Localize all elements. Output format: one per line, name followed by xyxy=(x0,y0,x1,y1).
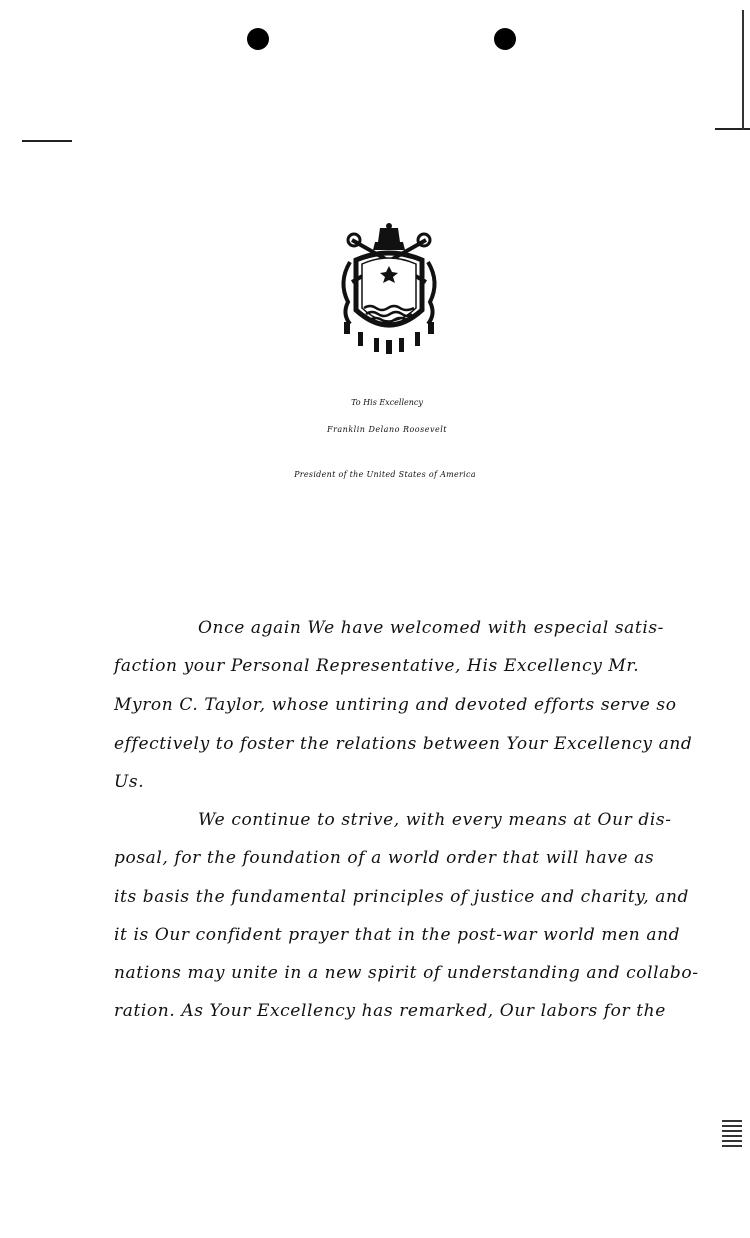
paragraph-1-line-2: faction your Personal Representative, His Excellency Mr. xyxy=(114,656,640,676)
paragraph-2-line-1: We continue to strive, with every means at Our dis- xyxy=(198,810,672,830)
scan-edge-mark xyxy=(742,10,744,130)
paragraph-2-line-2: posal, for the foundation of a world order that will have as xyxy=(114,848,655,868)
punch-hole-left xyxy=(247,28,269,50)
scan-edge-mark xyxy=(22,140,72,142)
salutation: To His Excellency xyxy=(351,398,423,407)
paragraph-1-line-3: Myron C. Taylor, whose untiring and devoted efforts serve so xyxy=(114,695,677,715)
paragraph-2-line-3: its basis the fundamental principles of justice and charity, and xyxy=(114,887,689,907)
paragraph-1-line-5: Us. xyxy=(114,772,145,792)
punch-hole-right xyxy=(494,28,516,50)
paragraph-2-line-6: ration. As Your Excellency has remarked, Our labors for the xyxy=(114,1001,666,1021)
paragraph-2-line-4: it is Our confident prayer that in the post-war world men and xyxy=(114,925,681,945)
papal-coat-of-arms-emblem xyxy=(330,222,448,356)
addressee-name: Franklin Delano Roosevelt xyxy=(327,425,447,434)
paragraph-1-line-1: Once again We have welcomed with especial satis- xyxy=(198,618,665,638)
scan-edge-mark xyxy=(722,1120,742,1150)
addressee-title: President of the United States of America xyxy=(294,470,476,479)
paragraph-2-line-5: nations may unite in a new spirit of understanding and collabo- xyxy=(114,963,699,983)
scan-edge-mark xyxy=(715,128,750,130)
paragraph-1-line-4: effectively to foster the relations between Your Excellency and xyxy=(114,734,693,754)
